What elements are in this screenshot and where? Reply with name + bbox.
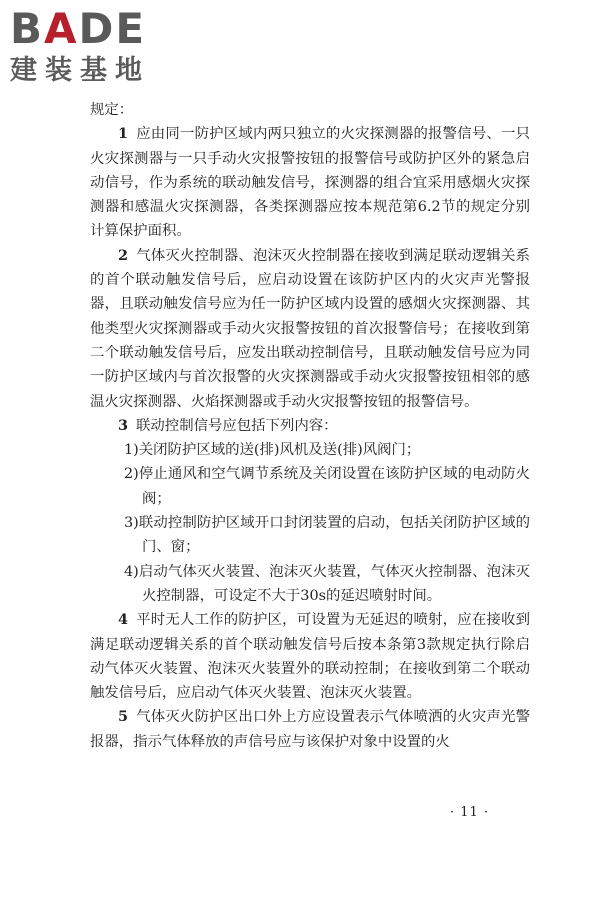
clause-item [90, 414, 530, 438]
logo-wordmark: BADE [10, 4, 147, 53]
clause-text: 应由同一防护区域内两只独立的火灾探测器的报警信号、一只火灾探测器与一只手动火灾报警按钮的报警信号或防护区外的紧急启动信号，作为系统的联动触发信号，探测器的组合宜采用感烟火灾探测器和感温火灾探测器，各类探测器应按本规范第6.2节的规定分别计算保护面积。 [90, 126, 530, 240]
intro-line: 规定： [90, 102, 134, 118]
clause-text: 联动控制信号应包括下列内容： [136, 417, 338, 434]
clause-item [90, 244, 530, 414]
clause-item [90, 122, 530, 243]
sub-item: 1)关闭防护区域的送(排)风机及送(排)风阀门； [124, 442, 421, 459]
clause-number: 1 [118, 125, 129, 143]
sub-item: 2)停止通风和空气调节系统及关闭设置在该防护区域的电动防火阀； [124, 466, 530, 507]
page-number: · 11 · [450, 805, 490, 820]
clause-number: 2 [118, 246, 129, 264]
clause-item [90, 705, 530, 754]
clause-item [90, 608, 530, 705]
document-body [90, 98, 530, 754]
logo-subtitle: 建装基地 [10, 55, 150, 86]
bade-logo [10, 6, 185, 88]
clause-number: 3 [118, 416, 129, 434]
clause-number: 4 [118, 611, 129, 629]
clause-text: 气体灭火控制器、泡沫灭火控制器在接收到满足联动逻辑关系的首个联动触发信号后，应启动设置在该防护区内的火灾声光警报器，且联动触发信号应为任一防护区域内设置的感烟火灾探测器、其他类型火灾探测器或手动火灾报警按钮的首次报警信号；在接收到第二个联动触发信号后，应发出联动控制信号，且联动触发信号应为同一防护区域内与首次报警的火灾探测器或手动火灾报警按钮相邻的感温火灾探测器、火焰探测器或手动火灾报警按钮的报警信号。 [90, 247, 530, 410]
clause-text: 气体灭火防护区出口外上方应设置表示气体喷洒的火灾声光警报器，指示气体释放的声信号应与该保护对象中设置的火 [90, 709, 530, 750]
sub-item: 4)启动气体灭火装置、泡沫灭火装置，气体灭火控制器、泡沫灭火控制器，可设定不大于30s的延迟喷射时间。 [124, 563, 530, 604]
clause-number: 5 [118, 708, 129, 726]
clause-text: 平时无人工作的防护区，可设置为无延迟的喷射，应在接收到满足联动逻辑关系的首个联动触发信号后按本条第3款规定执行除启动气体灭火装置、泡沫灭火装置外的联动控制；在接收到第二个联动触发信号后，应启动气体灭火装置、泡沫灭火装置。 [90, 612, 530, 702]
sub-item: 3)联动控制防护区域开口封闭装置的启动，包括关闭防护区域的门、窗； [124, 515, 530, 556]
